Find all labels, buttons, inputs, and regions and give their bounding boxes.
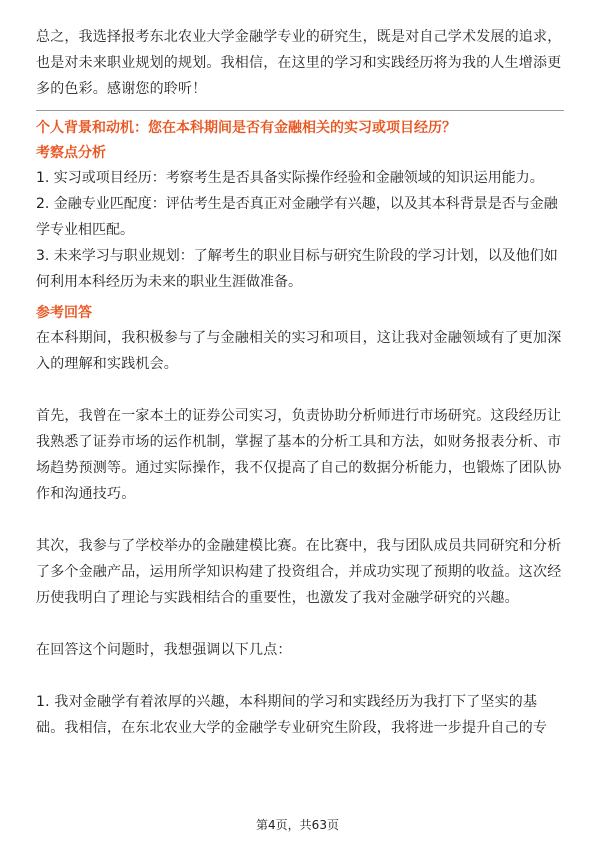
analysis-item: 3. 未来学习与职业规划：了解考生的职业目标与研究生阶段的学习计划，以及他们如何利用本科经历为未来的职业生涯做准备。	[36, 248, 558, 290]
spacer	[36, 507, 564, 533]
analysis-title: 考察点分析	[36, 145, 106, 161]
spacer	[36, 663, 564, 689]
section-divider	[36, 110, 564, 111]
answer-paragraph: 在本科期间，我积极参与了与金融相关的实习和项目，这让我对金融领域有了更加深入的理解和实践机会。	[36, 330, 562, 372]
page-content	[36, 24, 564, 741]
analysis-item: 2. 金融专业匹配度：评估考生是否真正对金融学有兴趣，以及其本科背景是否与金融学专业相匹配。	[36, 196, 558, 238]
question-heading: 个人背景和动机：您在本科期间是否有金融相关的实习或项目经历？	[36, 120, 456, 136]
answer-title: 参考回答	[36, 305, 92, 321]
answer-paragraph: 1. 我对金融学有着浓厚的兴趣，本科期间的学习和实践经历为我打下了坚实的基础。我相信，在东北农业大学的金融学专业研究生阶段，我将进一步提升自己的专	[36, 694, 548, 736]
answer-paragraph: 首先，我曾在一家本土的证券公司实习，负责协助分析师进行市场研究。这段经历让我熟悉了证券市场的运作机制，掌握了基本的分析工具和方法，如财务报表分析、市场趋势预测等。通过实际操作，我不仅提高了自己的数据分析能力，也锻炼了团队协作和沟通技巧。	[36, 408, 562, 502]
spacer	[36, 377, 564, 403]
analysis-item: 1. 实习或项目经历：考察考生是否具备实际操作经验和金融领域的知识运用能力。	[36, 170, 544, 186]
spacer	[36, 611, 564, 637]
answer-paragraph: 其次，我参与了学校举办的金融建模比赛。在比赛中，我与团队成员共同研究和分析了多个金融产品，运用所学知识构建了投资组合，并成功实现了预期的收益。这次经历使我明白了理论与实践相结合的重要性，也激发了我对金融学研究的兴趣。	[36, 538, 562, 606]
answer-paragraph: 在回答这个问题时，我想强调以下几点：	[36, 642, 292, 658]
intro-paragraph: 总之，我选择报考东北农业大学金融学专业的研究生，既是对自己学术发展的追求，也是对未来职业规划的规划。我相信，在这里的学习和实践经历将为我的人生增添更多的色彩。感谢您的聆听！	[36, 29, 562, 97]
page-number-footer: 第4页，共63页	[256, 818, 339, 832]
